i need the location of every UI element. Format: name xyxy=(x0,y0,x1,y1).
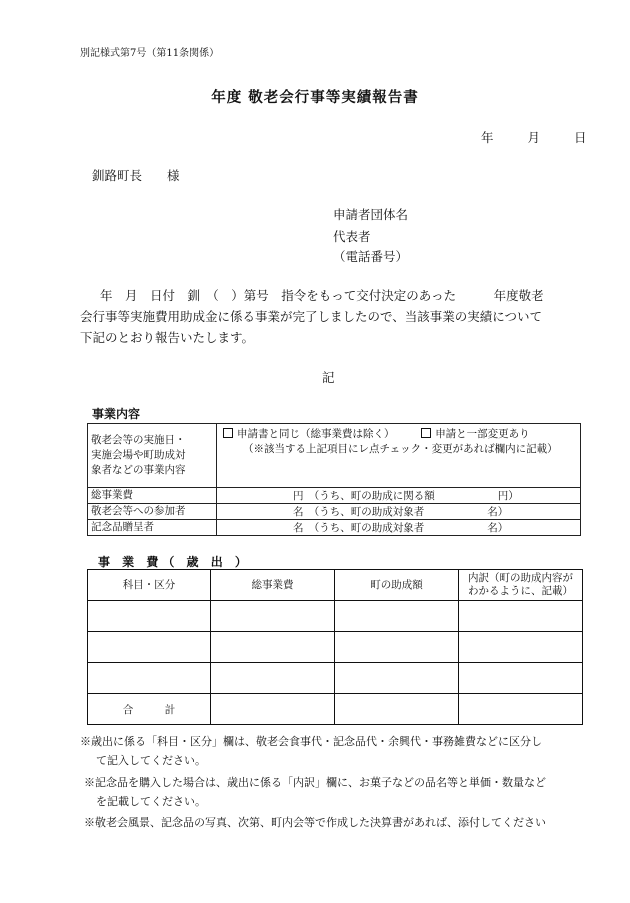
expense-cell[interactable] xyxy=(335,663,459,694)
body-line-3: 下記のとおり報告いたします。 xyxy=(80,330,255,345)
form-number: 別記様式第7号（第11条関係） xyxy=(80,48,220,59)
note-2-line-1: ※記念品を購入した場合は、歳出に係る「内訳」欄に、お菓子などの品名等と単価・数量など xyxy=(84,776,546,789)
same-as-application-label: 申請書と同じ（総事業費は除く） xyxy=(237,428,395,440)
section-heading-content: 事業内容 xyxy=(92,407,141,421)
expense-cell[interactable] xyxy=(335,632,459,663)
same-as-application-checkbox[interactable] xyxy=(223,428,233,438)
note-3: ※敬老会風景、記念品の写真、次第、町内会等で作成した決算書があれば、添付してください xyxy=(84,816,546,829)
content-label-line: 実施会場や町助成対 xyxy=(91,449,186,461)
content-input-cell[interactable] xyxy=(217,424,581,488)
content-label-cell xyxy=(88,424,217,488)
header-breakdown-line: わかるように、記載） xyxy=(468,585,573,597)
total-cost-value[interactable]: 円 （うち、町の助成に関る額 円） xyxy=(217,488,581,504)
total-cell[interactable] xyxy=(211,694,335,725)
gift-recipients-label: 記念品贈呈者 xyxy=(88,520,217,536)
expense-cell[interactable] xyxy=(88,601,211,632)
expense-cell[interactable] xyxy=(459,663,583,694)
date-year: 年 xyxy=(481,130,494,145)
note-1-line-1: ※歳出に係る「科目・区分」欄は、敬老会食事代・記念品代・余興代・事務雑費などに区分し xyxy=(80,735,542,748)
content-label-line: 象者などの事業内容 xyxy=(91,464,186,476)
expense-cell[interactable] xyxy=(335,601,459,632)
checkbox-instruction: （※該当する上記項目にレ点チェック・変更があれば欄内に記載） xyxy=(243,443,558,455)
business-content-table xyxy=(87,423,581,536)
total-cell[interactable] xyxy=(459,694,583,725)
gift-recipients-value[interactable]: 名 （うち、町の助成対象者 名） xyxy=(217,520,581,536)
header-subsidy: 町の助成額 xyxy=(335,570,459,601)
participants-label: 敬老会等への参加者 xyxy=(88,504,217,520)
applicant-representative: 代表者 xyxy=(333,229,371,244)
partial-change-checkbox[interactable] xyxy=(421,428,431,438)
body-line-1: 年 月 日付 釧 （ ）第号 指令をもって交付決定のあった 年度敬老 xyxy=(100,288,544,303)
note-2-line-2: を記載してください。 xyxy=(96,795,206,808)
total-cost-label: 総事業費 xyxy=(88,488,217,504)
ki-marker: 記 xyxy=(322,370,335,385)
header-breakdown xyxy=(459,570,583,601)
content-label-line: 敬老会等の実施日・ xyxy=(91,434,186,446)
applicant-phone: （電話番号） xyxy=(333,249,409,264)
header-category: 科目・区分 xyxy=(88,570,211,601)
section-heading-expenses: 事 業 費（ 歳 出 ） xyxy=(98,555,251,569)
note-1-line-2: て記入してください。 xyxy=(96,754,206,767)
expense-cell[interactable] xyxy=(459,632,583,663)
applicant-group-name: 申請者団体名 xyxy=(333,207,409,222)
addressee: 釧路町長 様 xyxy=(92,168,180,183)
expense-cell[interactable] xyxy=(88,663,211,694)
expense-cell[interactable] xyxy=(211,632,335,663)
expense-cell[interactable] xyxy=(459,601,583,632)
partial-change-label: 申請と一部変更あり xyxy=(435,428,530,440)
header-total-cost: 総事業費 xyxy=(211,570,335,601)
date-day: 日 xyxy=(573,130,587,145)
total-cell[interactable] xyxy=(335,694,459,725)
expense-cell[interactable] xyxy=(211,663,335,694)
date-line xyxy=(481,128,586,146)
report-body xyxy=(80,285,580,348)
participants-value[interactable]: 名 （うち、町の助成対象者 名） xyxy=(217,504,581,520)
page-title: 年度 敬老会行事等実績報告書 xyxy=(211,90,419,106)
expense-cell[interactable] xyxy=(88,632,211,663)
expense-cell[interactable] xyxy=(211,601,335,632)
body-line-2: 会行事等実施費用助成金に係る事業が完了しましたので、当該事業の実績について xyxy=(80,309,543,324)
date-month: 月 xyxy=(527,130,540,145)
expense-table xyxy=(87,569,583,725)
total-label: 合 計 xyxy=(88,694,211,725)
header-breakdown-line: 内訳（町の助成内容が xyxy=(468,572,573,584)
